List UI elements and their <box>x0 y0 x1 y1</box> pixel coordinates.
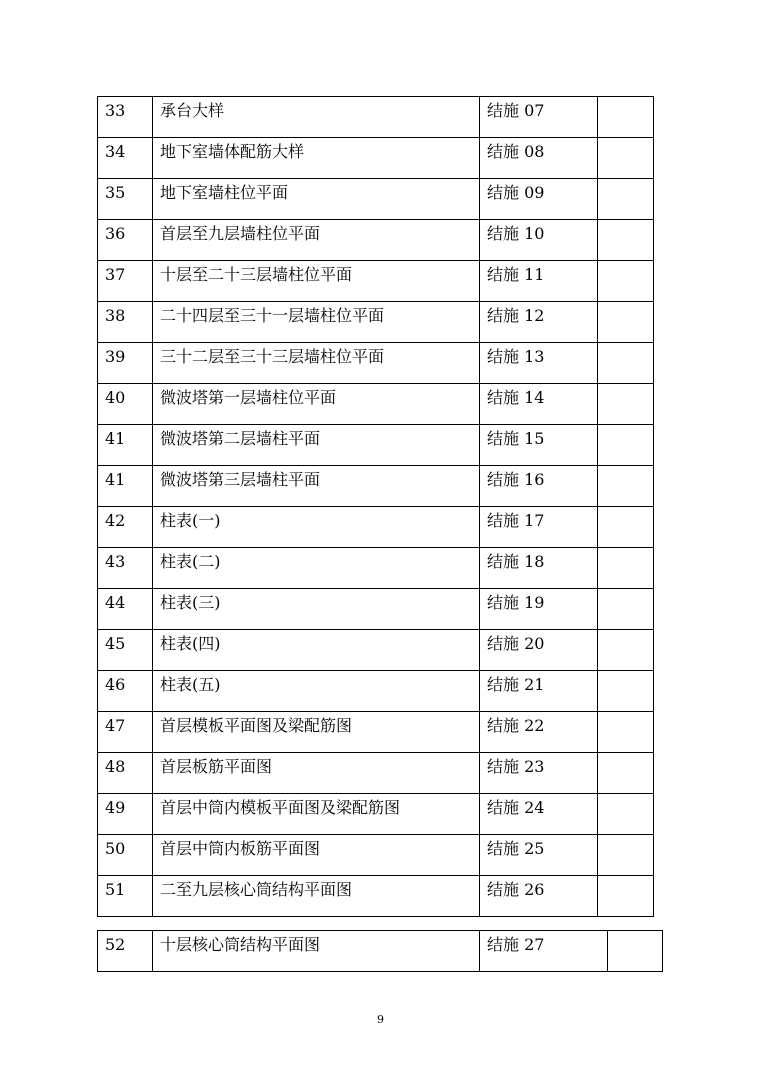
table-row <box>98 220 654 261</box>
table-row <box>98 179 654 220</box>
row-number-cell <box>98 343 153 384</box>
table-row <box>98 138 654 179</box>
table-row <box>98 712 654 753</box>
drawing-title: 首层中筒内模板平面图及梁配筋图 <box>160 798 401 817</box>
blank-cell <box>598 302 654 343</box>
table-row <box>98 507 654 548</box>
table-row <box>98 425 654 466</box>
table-row <box>98 261 654 302</box>
drawing-title-cell <box>153 179 480 220</box>
row-number: 44 <box>105 593 126 612</box>
drawing-title: 十层至二十三层墙柱位平面 <box>160 265 353 284</box>
drawing-title: 十层核心筒结构平面图 <box>160 935 321 954</box>
drawing-code-cell <box>480 548 598 589</box>
row-number: 36 <box>105 224 126 243</box>
drawing-code: 结施 25 <box>487 839 545 858</box>
drawing-title-cell <box>153 630 480 671</box>
drawing-title-cell <box>153 261 480 302</box>
drawing-title: 首层至九层墙柱位平面 <box>160 224 321 243</box>
blank-cell <box>598 138 654 179</box>
drawing-title-cell <box>153 671 480 712</box>
drawing-title-cell <box>153 507 480 548</box>
drawing-code: 结施 27 <box>487 935 545 954</box>
row-number-cell <box>97 930 153 972</box>
blank-cell <box>598 794 654 835</box>
drawing-title-cell <box>153 876 480 917</box>
drawing-title: 柱表(一) <box>160 511 221 530</box>
blank-cell <box>598 835 654 876</box>
table-row <box>98 794 654 835</box>
drawing-title-cell <box>153 138 480 179</box>
drawing-title: 首层模板平面图及梁配筋图 <box>160 716 353 735</box>
blank-cell <box>598 712 654 753</box>
blank-cell <box>598 261 654 302</box>
drawing-code-cell <box>480 384 598 425</box>
row-number: 46 <box>105 675 126 694</box>
blank-cell <box>598 589 654 630</box>
row-number: 50 <box>105 839 126 858</box>
blank-cell <box>598 630 654 671</box>
drawing-title: 柱表(五) <box>160 675 221 694</box>
row-number: 49 <box>105 798 126 817</box>
drawing-code-cell <box>480 138 598 179</box>
row-number: 47 <box>105 716 126 735</box>
drawing-title: 二十四层至三十一层墙柱位平面 <box>160 306 385 325</box>
drawing-code-cell <box>480 630 598 671</box>
drawing-code-cell <box>479 930 608 972</box>
row-number: 42 <box>105 511 126 530</box>
drawing-code: 结施 09 <box>487 183 545 202</box>
row-number: 48 <box>105 757 126 776</box>
row-number-cell <box>98 179 153 220</box>
row-number: 41 <box>105 470 126 489</box>
row-number: 45 <box>105 634 126 653</box>
drawing-code: 结施 12 <box>487 306 545 325</box>
drawing-code-cell <box>480 507 598 548</box>
table-row <box>98 466 654 507</box>
table-row <box>98 384 654 425</box>
blank-cell <box>607 930 663 972</box>
drawing-code: 结施 11 <box>487 265 545 284</box>
table-row <box>98 97 654 138</box>
row-number: 41 <box>105 429 126 448</box>
drawing-code: 结施 21 <box>487 675 545 694</box>
row-number-cell <box>98 794 153 835</box>
row-number-cell <box>98 425 153 466</box>
drawing-code-cell <box>480 343 598 384</box>
row-number: 37 <box>105 265 126 284</box>
drawing-list-body <box>98 97 654 917</box>
drawing-title: 首层中筒内板筋平面图 <box>160 839 321 858</box>
drawing-title-cell <box>153 384 480 425</box>
drawing-title: 二至九层核心筒结构平面图 <box>160 880 353 899</box>
drawing-title-cell <box>153 794 480 835</box>
drawing-code: 结施 17 <box>487 511 545 530</box>
row-number-cell <box>98 220 153 261</box>
drawing-code: 结施 18 <box>487 552 545 571</box>
row-number-cell <box>98 138 153 179</box>
drawing-code-cell <box>480 97 598 138</box>
drawing-code-cell <box>480 712 598 753</box>
drawing-code-cell <box>480 261 598 302</box>
drawing-code: 结施 14 <box>487 388 545 407</box>
row-number-cell <box>98 753 153 794</box>
drawing-code: 结施 23 <box>487 757 545 776</box>
blank-cell <box>598 671 654 712</box>
row-number: 33 <box>105 101 126 120</box>
drawing-code-cell <box>480 794 598 835</box>
table-row <box>98 343 654 384</box>
drawing-code: 结施 20 <box>487 634 545 653</box>
drawing-title: 地下室墙柱位平面 <box>160 183 289 202</box>
drawing-title: 首层板筋平面图 <box>160 757 273 776</box>
row-number-cell <box>98 548 153 589</box>
drawing-code-cell <box>480 671 598 712</box>
drawing-title-cell <box>153 220 480 261</box>
blank-cell <box>598 343 654 384</box>
row-number-cell <box>98 671 153 712</box>
drawing-code-cell <box>480 466 598 507</box>
drawing-code: 结施 19 <box>487 593 545 612</box>
drawing-code-cell <box>480 753 598 794</box>
drawing-code-cell <box>480 876 598 917</box>
blank-cell <box>598 507 654 548</box>
drawing-code-cell <box>480 589 598 630</box>
table-row <box>98 548 654 589</box>
drawing-code: 结施 15 <box>487 429 545 448</box>
row-number: 43 <box>105 552 126 571</box>
drawing-code: 结施 26 <box>487 880 545 899</box>
blank-cell <box>598 466 654 507</box>
table-row <box>98 630 654 671</box>
drawing-title-cell <box>153 302 480 343</box>
blank-cell <box>598 179 654 220</box>
row-number-cell <box>98 261 153 302</box>
drawing-title: 三十二层至三十三层墙柱位平面 <box>160 347 385 366</box>
drawing-title: 柱表(四) <box>160 634 221 653</box>
drawing-code: 结施 22 <box>487 716 545 735</box>
table-row <box>98 589 654 630</box>
row-number: 52 <box>105 935 126 954</box>
row-number-cell <box>98 589 153 630</box>
drawing-list-table <box>97 96 654 917</box>
drawing-title-cell <box>153 97 480 138</box>
row-number: 39 <box>105 347 126 366</box>
table-row <box>98 302 654 343</box>
blank-cell <box>598 548 654 589</box>
table-row-last <box>97 930 663 972</box>
drawing-title: 柱表(三) <box>160 593 221 612</box>
row-number: 38 <box>105 306 126 325</box>
drawing-title-cell <box>153 753 480 794</box>
table-row <box>98 753 654 794</box>
blank-cell <box>598 220 654 261</box>
drawing-title-cell <box>153 835 480 876</box>
row-number-cell <box>98 507 153 548</box>
table-row <box>98 671 654 712</box>
row-number-cell <box>98 384 153 425</box>
drawing-title: 微波塔第二层墙柱平面 <box>160 429 321 448</box>
row-number-cell <box>98 630 153 671</box>
blank-cell <box>598 97 654 138</box>
drawing-title-cell <box>153 466 480 507</box>
row-number: 34 <box>105 142 126 161</box>
drawing-code: 结施 07 <box>487 101 545 120</box>
blank-cell <box>598 384 654 425</box>
row-number-cell <box>98 876 153 917</box>
row-number-cell <box>98 835 153 876</box>
drawing-code: 结施 13 <box>487 347 545 366</box>
row-number-cell <box>98 302 153 343</box>
drawing-code-cell <box>480 302 598 343</box>
drawing-title-cell <box>153 425 480 466</box>
drawing-code: 结施 16 <box>487 470 545 489</box>
drawing-code: 结施 24 <box>487 798 545 817</box>
drawing-code-cell <box>480 425 598 466</box>
blank-cell <box>598 753 654 794</box>
drawing-code-cell <box>480 220 598 261</box>
row-number-cell <box>98 466 153 507</box>
drawing-title-cell <box>153 343 480 384</box>
drawing-title: 地下室墙体配筋大样 <box>160 142 305 161</box>
drawing-title: 承台大样 <box>160 101 225 120</box>
drawing-code: 结施 08 <box>487 142 545 161</box>
drawing-title-cell <box>152 930 480 972</box>
drawing-code-cell <box>480 835 598 876</box>
row-number-cell <box>98 712 153 753</box>
drawing-title: 微波塔第一层墙柱位平面 <box>160 388 337 407</box>
drawing-title-cell <box>153 548 480 589</box>
blank-cell <box>598 876 654 917</box>
drawing-title: 微波塔第三层墙柱平面 <box>160 470 321 489</box>
drawing-title-cell <box>153 589 480 630</box>
drawing-code: 结施 10 <box>487 224 545 243</box>
drawing-title: 柱表(二) <box>160 552 221 571</box>
row-number: 51 <box>105 880 126 899</box>
drawing-title-cell <box>153 712 480 753</box>
row-number: 40 <box>105 388 126 407</box>
row-number-cell <box>98 97 153 138</box>
row-number: 35 <box>105 183 126 202</box>
blank-cell <box>598 425 654 466</box>
table-row <box>98 876 654 917</box>
page-number: 9 <box>377 1013 384 1026</box>
table-row <box>98 835 654 876</box>
drawing-code-cell <box>480 179 598 220</box>
